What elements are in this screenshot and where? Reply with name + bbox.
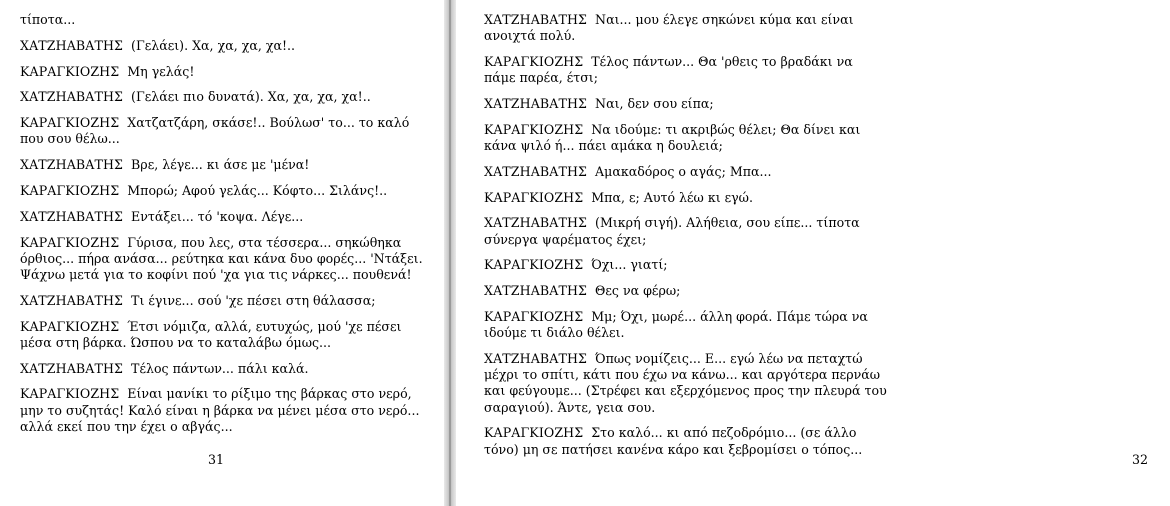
dialogue-text: Ναι... μου έλεγε σηκώνει κύμα και είναι ανοιχτά πολύ. — [484, 12, 854, 44]
speaker-name: ΧΑΤΖΗΑΒΑΤΗΣ — [20, 292, 124, 308]
dialogue-paragraph — [20, 12, 424, 28]
dialogue-paragraph — [484, 351, 887, 416]
dialogue-paragraph — [484, 425, 887, 457]
speaker-name: ΚΑΡΑΓΚΙΟΖΗΣ — [20, 318, 120, 334]
left-page-body — [20, 12, 424, 435]
dialogue-text: τίποτα... — [20, 12, 76, 27]
speaker-name: ΧΑΤΖΗΑΒΑΤΗΣ — [20, 157, 124, 173]
dialogue-paragraph — [484, 96, 887, 112]
dialogue-text: (Μικρή σιγή). Αλήθεια, σου είπε... τίποτα σύνεργα ψαρέματος έχει; — [484, 215, 860, 247]
dialogue-text: Μμ; Όχι, μωρέ... άλλη φορά. Πάμε τώρα να ιδούμε τι διάλο θέλει. — [484, 308, 868, 341]
dialogue-text: (Γελάει πιο δυνατά). Χα, χα, χα, χα!.. — [131, 89, 371, 105]
dialogue-text: Αμακαδόρος ο αγάς; Μπα... — [595, 163, 772, 179]
dialogue-text: Έτσι νόμιζα, αλλά, ευτυχώς, μού 'χε πέσει μέσα στη βάρκα. Ώσπου να το καταλάβω όμως... — [20, 318, 402, 350]
dialogue-text: Βρε, λέγε... κι άσε με 'μένα! — [131, 157, 310, 173]
speaker-name: ΧΑΤΖΗΑΒΑΤΗΣ — [484, 215, 588, 231]
dialogue-paragraph — [20, 64, 424, 80]
dialogue-text: Γύρισα, που λες, στα τέσσερα... σηκώθηκα όρθιος... πήρα ανάσα... ρεύτηκα και κάνα δυο φορές... 'Ντάξει. Ψάχνω μετά για το κοφίνι πού 'χα για τις νάρκες... πουθενά! — [20, 234, 423, 282]
speaker-name: ΧΑΤΖΗΑΒΑΤΗΣ — [484, 350, 588, 366]
dialogue-text: Όχι... γιατί; — [591, 257, 668, 273]
dialogue-paragraph — [20, 319, 424, 351]
dialogue-paragraph — [484, 283, 887, 299]
dialogue-paragraph — [484, 12, 887, 44]
dialogue-text: Όπως νομίζεις... Ε... εγώ λέω να πεταχτώ μέχρι το σπίτι, κάτι που έχω να κάνω... και αργότερα περνάω και φεύγουμε... (Στρέφει και εξερχόμενος προς την πλευρά του σαραγιού). Άντε, γεια σου. — [484, 350, 887, 415]
dialogue-text: Ναι, δεν σου είπα; — [595, 96, 714, 111]
page-number-right: 32 — [1131, 452, 1149, 467]
speaker-name: ΚΑΡΑΓΚΙΟΖΗΣ — [484, 189, 584, 205]
speaker-name: ΚΑΡΑΓΚΙΟΖΗΣ — [20, 115, 120, 131]
right-page-body — [484, 12, 887, 458]
dialogue-paragraph — [20, 293, 424, 309]
dialogue-paragraph — [20, 183, 424, 199]
dialogue-paragraph — [484, 190, 887, 206]
page-divider — [449, 0, 451, 506]
left-page — [0, 0, 444, 506]
speaker-name: ΧΑΤΖΗΑΒΑΤΗΣ — [20, 208, 124, 224]
dialogue-text: Τι έγινε... σού 'χε πέσει στη θάλασσα; — [131, 292, 376, 308]
speaker-name: ΚΑΡΑΓΚΙΟΖΗΣ — [484, 308, 584, 324]
dialogue-paragraph — [484, 257, 887, 273]
page-number-left: 31 — [207, 452, 225, 467]
speaker-name: ΧΑΤΖΗΑΒΑΤΗΣ — [20, 360, 124, 376]
dialogue-paragraph — [20, 157, 424, 173]
dialogue-paragraph — [20, 235, 424, 284]
dialogue-text: Στο καλό... κι από πεζοδρόμιο... (σε άλλο τόνο) μη σε πατήσει κανένα κάρο και ξεβρομίσει ο τόπος... — [484, 425, 863, 457]
dialogue-text: Θες να φέρω; — [595, 283, 681, 299]
dialogue-text: Να ιδούμε: τι ακριβώς θέλει; Θα δίνει και κάνα ψιλό ή... πάει αμάκα η δουλειά; — [484, 121, 861, 153]
speaker-name: ΚΑΡΑΓΚΙΟΖΗΣ — [20, 182, 120, 198]
dialogue-paragraph — [20, 115, 424, 147]
dialogue-text: Μπορώ; Αφού γελάς... Κόφτο... Σιλάνς!.. — [127, 182, 388, 198]
dialogue-text: Εντάξει... τό 'κοψα. Λέγε... — [131, 208, 304, 224]
speaker-name: ΚΑΡΑΓΚΙΟΖΗΣ — [484, 425, 584, 441]
dialogue-text: (Γελάει). Χα, χα, χα, χα!.. — [131, 37, 296, 53]
speaker-name: ΧΑΤΖΗΑΒΑΤΗΣ — [484, 283, 588, 299]
speaker-name: ΧΑΤΖΗΑΒΑΤΗΣ — [20, 37, 124, 53]
dialogue-paragraph — [20, 38, 424, 54]
dialogue-paragraph — [20, 89, 424, 105]
speaker-name: ΧΑΤΖΗΑΒΑΤΗΣ — [484, 163, 588, 179]
speaker-name: ΚΑΡΑΓΚΙΟΖΗΣ — [484, 121, 584, 137]
speaker-name: ΧΑΤΖΗΑΒΑΤΗΣ — [484, 96, 588, 111]
dialogue-paragraph — [484, 54, 887, 86]
dialogue-paragraph — [20, 209, 424, 225]
dialogue-text: Χατζατζάρη, σκάσε!.. Βούλωσ' το... το καλό που σου θέλω... — [20, 115, 410, 147]
dialogue-text: Τέλος πάντων... Θα 'ρθεις το βραδάκι να πάμε παρέα, έτσι; — [484, 54, 853, 86]
dialogue-paragraph — [20, 386, 424, 435]
speaker-name: ΧΑΤΖΗΑΒΑΤΗΣ — [484, 12, 588, 27]
speaker-name: ΚΑΡΑΓΚΙΟΖΗΣ — [20, 63, 120, 79]
dialogue-text: Μπα, ε; Αυτό λέω κι εγώ. — [591, 189, 753, 205]
speaker-name: ΧΑΤΖΗΑΒΑΤΗΣ — [20, 89, 124, 105]
speaker-name: ΚΑΡΑΓΚΙΟΖΗΣ — [20, 234, 120, 250]
dialogue-paragraph — [484, 164, 887, 180]
dialogue-text: Είναι μανίκι το ρίξιμο της βάρκας στο νερό, μην το συζητάς! Καλό είναι η βάρκα να μένει μέσα στο νερό... αλλά εκεί που την έχει ο αβγάς... — [20, 386, 420, 434]
speaker-name: ΚΑΡΑΓΚΙΟΖΗΣ — [484, 54, 584, 69]
dialogue-paragraph — [20, 361, 424, 377]
dialogue-text: Τέλος πάντων... πάλι καλά. — [131, 360, 309, 376]
dialogue-text: Μη γελάς! — [127, 63, 195, 79]
dialogue-paragraph — [484, 309, 887, 341]
dialogue-paragraph — [484, 215, 887, 247]
dialogue-paragraph — [484, 122, 887, 154]
speaker-name: ΚΑΡΑΓΚΙΟΖΗΣ — [20, 386, 120, 402]
right-page — [456, 0, 1149, 506]
speaker-name: ΚΑΡΑΓΚΙΟΖΗΣ — [484, 257, 584, 273]
